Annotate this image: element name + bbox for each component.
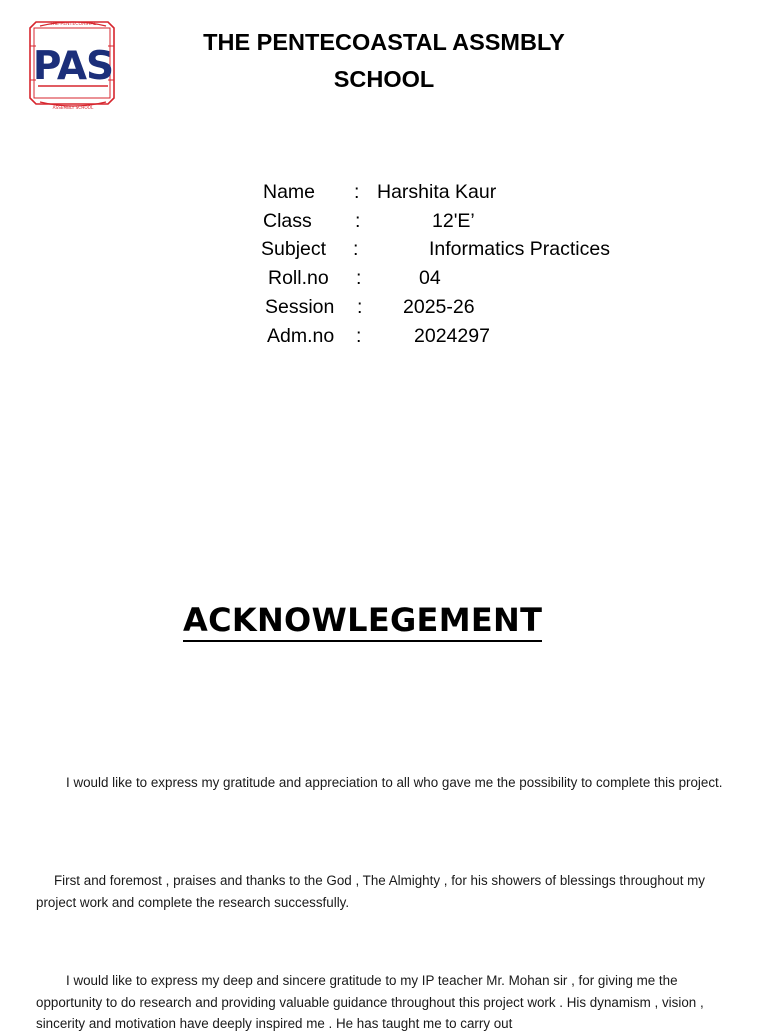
- logo-bottom-text: ASSEMBLY SCHOOL: [52, 105, 94, 110]
- detail-label: Subject: [261, 238, 327, 260]
- acknowledgement-paragraph-1: I would like to express my gratitude and appreciation to all who gave me the possibility to complete this project.: [66, 775, 723, 790]
- detail-separator: :: [354, 181, 360, 203]
- detail-label: Session: [265, 296, 335, 318]
- school-title: [150, 24, 618, 98]
- detail-separator: :: [353, 238, 359, 260]
- detail-label: Class: [263, 210, 312, 232]
- school-title-line-2: SCHOOL: [333, 66, 435, 92]
- detail-separator: :: [356, 267, 362, 289]
- acknowledgement-paragraph-3: I would like to express my deep and sincere gratitude to my IP teacher Mr. Mohan sir , for giving me the opportunity to do research and providing valuable guidance throughout this project work . His dynamism , vision , sincerity and motivation have deeply inspired me . He has taught me to carry out: [36, 973, 704, 1031]
- detail-value: 2024297: [414, 325, 490, 347]
- acknowledgement-paragraph-2: First and foremost , praises and thanks to the God , The Almighty , for his showers of blessings throughout my project work and complete the research successfully.: [36, 873, 706, 910]
- logo-emblem-icon: [28, 16, 118, 112]
- detail-value: 2025-26: [403, 296, 475, 318]
- detail-value: Informatics Practices: [429, 238, 610, 260]
- detail-separator: :: [357, 296, 363, 318]
- detail-separator: :: [356, 325, 362, 347]
- acknowledgement-heading: ACKNOWLEGEMENT: [183, 600, 542, 642]
- detail-value: 12'E’: [432, 210, 475, 232]
- detail-label: Name: [263, 181, 316, 203]
- logo-top-text: THE PENTECOASTAL: [49, 22, 97, 27]
- detail-label: Roll.no: [268, 267, 329, 289]
- school-title-line-1: THE PENTECOASTAL ASSMBLY: [203, 29, 565, 55]
- detail-value: Harshita Kaur: [377, 181, 497, 203]
- detail-label: Adm.no: [267, 325, 335, 347]
- logo-letters: PAS: [32, 44, 114, 89]
- detail-separator: :: [355, 210, 361, 232]
- detail-value: 04: [419, 267, 441, 289]
- school-logo: [28, 16, 118, 112]
